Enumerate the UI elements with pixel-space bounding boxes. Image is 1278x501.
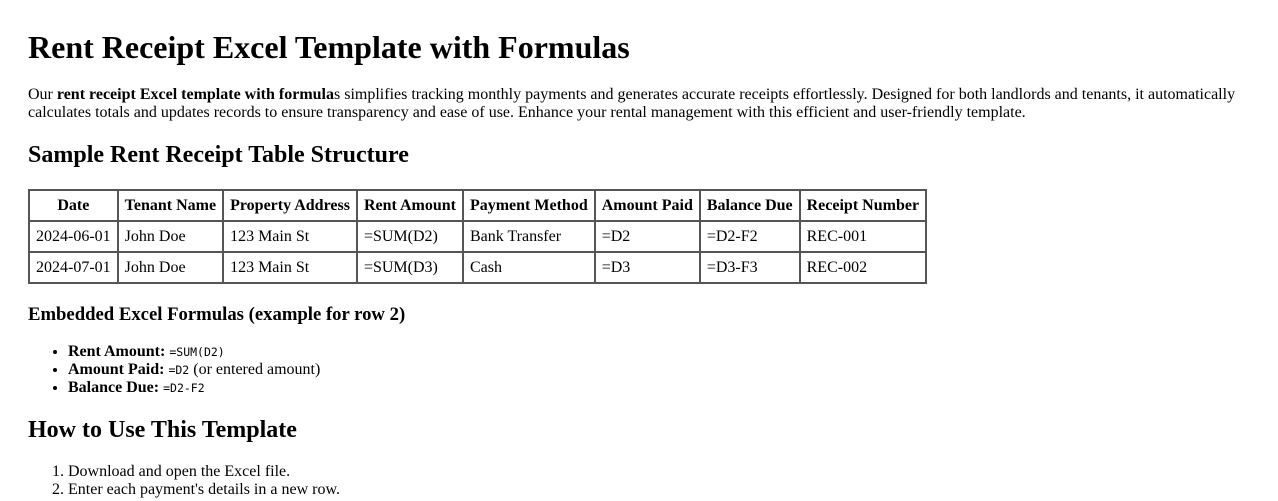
cell-payment-method: Bank Transfer [463,221,595,252]
formula-code: =D2-F2 [163,381,205,395]
column-header-receipt-number: Receipt Number [800,190,926,221]
how-to-heading: How to Use This Template [28,417,297,443]
cell-tenant-name: John Doe [118,252,223,283]
cell-receipt-number: REC-001 [800,221,926,252]
formula-code: =SUM(D2) [169,345,225,359]
cell-rent-amount: =SUM(D3) [357,252,463,283]
list-item [68,379,1250,397]
sample-table-heading: Sample Rent Receipt Table Structure [28,142,409,168]
cell-amount-paid: =D3 [595,252,700,283]
formula-note: (or entered amount) [189,361,321,378]
column-header-payment-method: Payment Method [463,190,595,221]
cell-receipt-number: REC-002 [800,252,926,283]
column-header-tenant-name: Tenant Name [118,190,223,221]
rent-receipt-table [28,189,927,284]
cell-date: 2024-06-01 [29,221,118,252]
cell-date: 2024-07-01 [29,252,118,283]
list-item: 2. Enter each payment's details in a new row. [68,481,1250,499]
intro-text-start: Our [28,86,57,103]
cell-property-address: 123 Main St [223,252,357,283]
list-item: 1. Download and open the Excel file. [68,463,1250,481]
cell-payment-method: Cash [463,252,595,283]
intro-text-end: s simplifies tracking monthly payments and generates accurate receipts effortlessly. Designed for both landlords and tenants, it automatically calculates totals and updates records to ensure transparency and ease of use. Enhance your rental management with this efficient and user-friendly template. [28,86,1236,121]
list-item [68,361,1250,379]
formulas-heading: Embedded Excel Formulas (example for row 2) [28,304,406,325]
formulas-list [28,343,1250,397]
formula-code: =D2 [168,363,190,377]
table-row [29,221,926,252]
column-header-amount-paid: Amount Paid [595,190,700,221]
list-item [68,343,1250,361]
page-title: Rent Receipt Excel Template with Formulas [28,29,630,65]
table-row [29,252,926,283]
cell-balance-due: =D3-F3 [700,252,800,283]
column-header-date: Date [29,190,118,221]
table-header-row [29,190,926,221]
cell-amount-paid: =D2 [595,221,700,252]
cell-balance-due: =D2-F2 [700,221,800,252]
column-header-rent-amount: Rent Amount [357,190,463,221]
cell-rent-amount: =SUM(D2) [357,221,463,252]
intro-paragraph [28,86,1250,122]
formula-label: Amount Paid: [68,361,165,378]
intro-bold-keyword: rent receipt Excel template with formula [56,86,334,103]
formula-label: Rent Amount: [68,343,166,360]
cell-property-address: 123 Main St [223,221,357,252]
column-header-property-address: Property Address [223,190,357,221]
formula-label: Balance Due: [68,379,160,396]
cell-tenant-name: John Doe [118,221,223,252]
steps-list [28,463,1250,499]
column-header-balance-due: Balance Due [700,190,800,221]
